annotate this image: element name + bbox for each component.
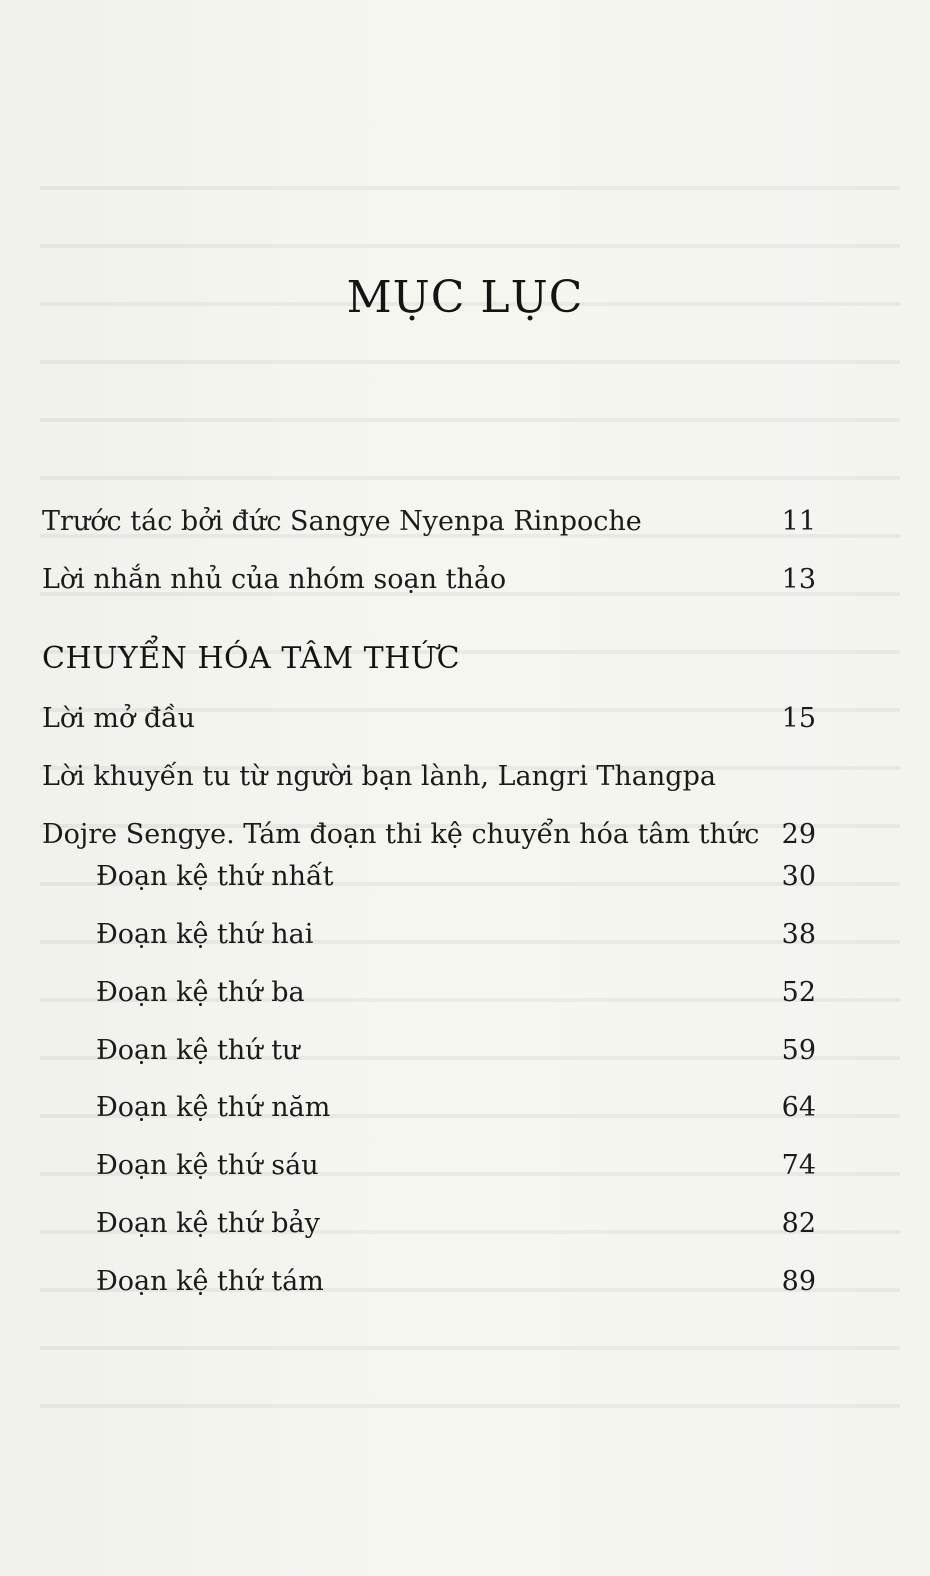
- toc-subentry-title: Đoạn kệ thứ tư: [96, 1035, 300, 1066]
- toc-entry[interactable]: [42, 702, 816, 736]
- toc-subentry-title: Đoạn kệ thứ hai: [96, 919, 314, 950]
- toc-subentry-page: 30: [781, 861, 816, 892]
- toc-subentry[interactable]: [96, 1149, 816, 1183]
- toc-subentry-title: Đoạn kệ thứ tám: [96, 1266, 324, 1297]
- toc-subentry-page: 52: [781, 977, 816, 1008]
- toc-entry-page: 11: [781, 506, 816, 537]
- toc-entry-title-line2: Dojre Sengye. Tám đoạn thi kệ chuyển hóa tâm thức: [42, 819, 760, 850]
- toc-entry-title: Lời mở đầu: [42, 703, 196, 734]
- toc-subentry-title: Đoạn kệ thứ ba: [96, 977, 305, 1008]
- toc-subentry-title: Đoạn kệ thứ năm: [96, 1092, 331, 1123]
- toc-subentry[interactable]: [96, 1034, 816, 1068]
- toc-subentry[interactable]: [96, 1207, 816, 1241]
- toc-entry-multiline[interactable]: [42, 760, 816, 852]
- toc-subentry-page: 64: [781, 1092, 816, 1123]
- toc-subentry-title: Đoạn kệ thứ nhất: [96, 861, 334, 892]
- toc-subentry-title: Đoạn kệ thứ sáu: [96, 1150, 319, 1181]
- toc-subentry-page: 89: [781, 1266, 816, 1297]
- toc-subentry[interactable]: [96, 860, 816, 894]
- toc-entry[interactable]: [42, 563, 816, 597]
- page-title: MỤC LỤC: [346, 272, 584, 323]
- toc-subentry-title: Đoạn kệ thứ bảy: [96, 1208, 320, 1239]
- toc-entry-page: 15: [781, 703, 816, 734]
- toc-subentry[interactable]: [96, 1265, 816, 1299]
- toc-entry[interactable]: [42, 505, 816, 539]
- toc-subentry[interactable]: [96, 976, 816, 1010]
- toc-entry-title-line1: Lời khuyến tu từ người bạn lành, Langri Thangpa: [42, 761, 716, 792]
- toc-entry-title: Lời nhắn nhủ của nhóm soạn thảo: [42, 564, 507, 595]
- toc-subentry-page: 82: [781, 1208, 816, 1239]
- toc-subentry-page: 59: [781, 1035, 816, 1066]
- toc-subentry[interactable]: [96, 918, 816, 952]
- toc-entry-page: 29: [781, 819, 816, 850]
- toc-subentry-page: 38: [781, 919, 816, 950]
- toc-entry-title: Trước tác bởi đức Sangye Nyenpa Rinpoche: [42, 506, 642, 537]
- toc-subentry-page: 74: [781, 1150, 816, 1181]
- section-heading: CHUYỂN HÓA TÂM THỨC: [42, 641, 461, 676]
- toc-entry-page: 13: [781, 564, 816, 595]
- toc-subentry[interactable]: [96, 1091, 816, 1125]
